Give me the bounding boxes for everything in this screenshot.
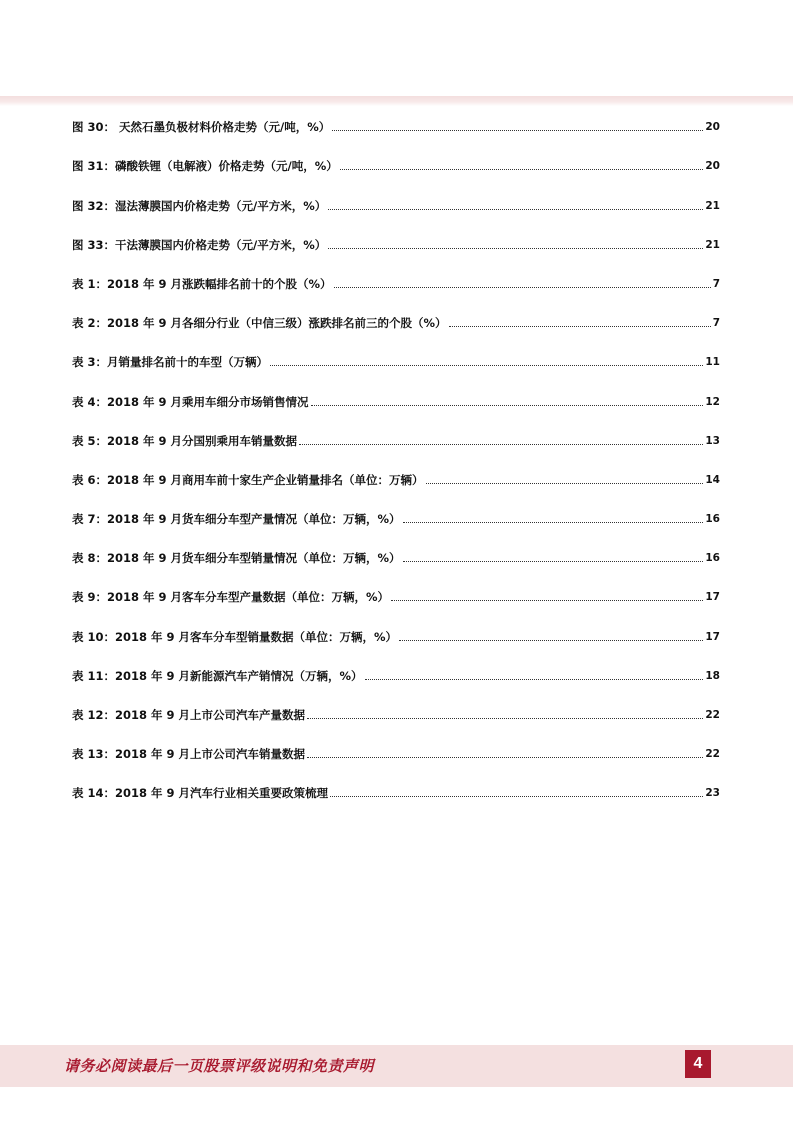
toc-entry-page: 11 [705,356,720,369]
toc-entry-page: 20 [705,121,720,134]
toc-leader-dots [332,130,703,131]
toc-entry-page: 21 [705,199,720,212]
toc-entry-label: 表 14：2018 年 9 月汽车行业相关重要政策梳理 [72,786,329,801]
toc-entry-page: 13 [705,434,720,447]
toc-entry-label: 表 13：2018 年 9 月上市公司汽车销量数据 [72,747,306,762]
toc-entry-label: 图 32：湿法薄膜国内价格走势（元/平方米，%） [72,198,327,213]
toc-entry[interactable] [72,694,720,733]
toc-entry-page: 23 [705,787,720,800]
toc-leader-dots [307,757,703,758]
toc-leader-dots [334,287,711,288]
toc-entry-label: 表 6：2018 年 9 月商用车前十家生产企业销量排名（单位：万辆） [72,472,424,487]
toc-entry-label: 表 1：2018 年 9 月涨跌幅排名前十的个股（%） [72,276,332,291]
toc-leader-dots [340,169,704,170]
toc-entry-page: 12 [705,395,720,408]
toc-entry-page: 16 [705,552,720,565]
toc-entry-page: 7 [712,317,720,330]
toc-entry-label: 表 5：2018 年 9 月分国别乘用车销量数据 [72,433,298,448]
toc-entry[interactable] [72,459,720,498]
toc-leader-dots [311,405,704,406]
toc-entry[interactable] [72,420,720,459]
toc-leader-dots [403,561,704,562]
toc-entry-label: 图 31：磷酸铁锂（电解液）价格走势（元/吨，%） [72,159,338,174]
toc-entry-page: 17 [705,591,720,604]
toc-entry[interactable] [72,224,720,263]
toc-entry[interactable] [72,341,720,380]
toc-entry-label: 表 4：2018 年 9 月乘用车细分市场销售情况 [72,394,309,409]
toc-entry[interactable] [72,498,720,537]
toc-entry[interactable] [72,615,720,654]
toc-entry[interactable] [72,106,720,145]
toc-leader-dots [426,483,704,484]
toc-entry-page: 17 [705,630,720,643]
page-number: 4 [685,1050,711,1078]
toc-entry[interactable] [72,145,720,184]
toc-entry-label: 表 12：2018 年 9 月上市公司汽车产量数据 [72,708,306,722]
toc-entry[interactable] [72,655,720,694]
toc-entry[interactable] [72,537,720,576]
toc-entry-label: 表 8：2018 年 9 月货车细分车型销量情况（单位：万辆，%） [72,551,401,566]
toc-entry-page: 21 [705,238,720,251]
toc-entry[interactable] [72,184,720,223]
toc-leader-dots [449,326,711,327]
toc-entry[interactable] [72,380,720,419]
toc-entry-label: 表 10：2018 年 9 月客车分车型销量数据（单位：万辆，%） [72,629,398,644]
toc-entry[interactable] [72,772,720,811]
toc-entry-label: 表 9：2018 年 9 月客车分车型产量数据（单位：万辆，%） [72,590,390,605]
toc-entry-page: 22 [705,748,720,761]
toc-entry[interactable] [72,576,720,615]
toc-entry-page: 7 [712,277,720,290]
table-of-contents [72,106,720,811]
toc-entry-page: 18 [705,669,720,682]
toc-leader-dots [328,209,703,210]
toc-entry-page: 14 [705,473,720,486]
toc-leader-dots [328,248,703,249]
toc-entry[interactable] [72,263,720,302]
toc-entry-label: 表 2：2018 年 9 月各细分行业（中信三级）涨跌排名前三的个股（%） [72,316,447,331]
toc-leader-dots [307,718,703,719]
toc-leader-dots [403,522,704,523]
toc-leader-dots [330,796,703,797]
toc-entry-page: 22 [705,709,720,721]
toc-leader-dots [365,679,704,680]
toc-leader-dots [299,444,703,445]
toc-leader-dots [270,365,703,366]
toc-entry-label: 图 33：干法薄膜国内价格走势（元/平方米，%） [72,237,327,252]
toc-entry-label: 表 11：2018 年 9 月新能源汽车产销情况（万辆，%） [72,668,363,683]
toc-leader-dots [399,640,703,641]
footer-disclaimer: 请务必阅读最后一页股票评级说明和免责声明 [64,1057,375,1075]
toc-entry-label: 表 3：月销量排名前十的车型（万辆） [72,355,269,370]
toc-entry-page: 20 [705,160,720,173]
header-band [0,96,793,106]
toc-leader-dots [391,600,703,601]
toc-entry[interactable] [72,733,720,772]
toc-entry-label: 表 7：2018 年 9 月货车细分车型产量情况（单位：万辆，%） [72,512,401,527]
toc-entry-label: 图 30： 天然石墨负极材料价格走势（元/吨，%） [72,120,331,135]
toc-entry[interactable] [72,302,720,341]
toc-entry-page: 16 [705,513,720,526]
